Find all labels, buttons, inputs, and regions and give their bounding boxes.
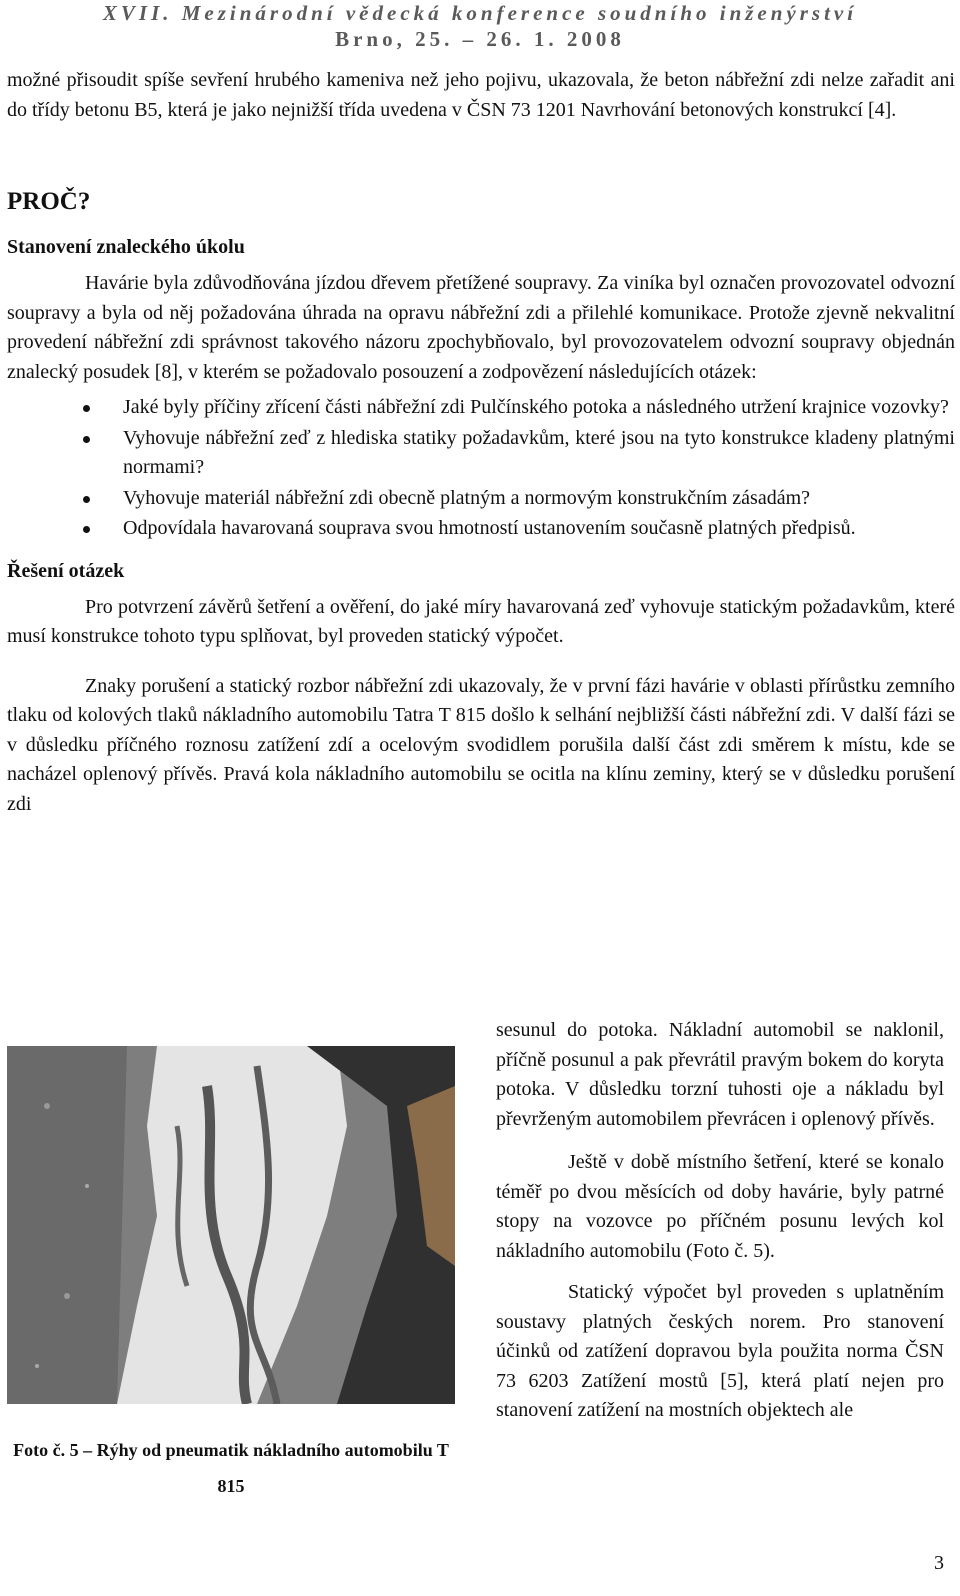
photo-tire-tracks (7, 1046, 455, 1404)
list-item: Vyhovuje materiál nábřežní zdi obecně platným a normovým konstrukčním zásadám? (7, 484, 955, 514)
task-paragraph: Havárie byla zdůvodňována jízdou dřevem přetížené soupravy. Za viníka byl označen provozovatel odvozní soupravy a byla od něj požadována úhrada na opravu nábřežní zdi a přilehlé komunikace. Protože zjevně nekvalitní provedení nábřežní zdi správnost takového názoru zpochybňovalo, byl provozovatelem odvozní soupravy objednán znalecký posudek [8], v kterém se požadovalo posouzení a zodpovězení následujících otázek: (7, 272, 955, 383)
right-column (496, 1016, 944, 1426)
calculation-paragraph: Statický výpočet byl proveden s uplatněním soustavy platných českých norem. Pro stanovení účinků od zatížení dopravou byla použita norma ČSN 73 6203 Zatížení mostů [5], která platí nejen pro stanovení zatížení na mostních objektech ale (496, 1281, 944, 1421)
subsection-title-1: Stanovení znaleckého úkolu (7, 236, 245, 258)
bullet-icon (83, 405, 90, 412)
solution-paragraph-1: Pro potvrzení závěrů šetření a ověření, do jaké míry havarovaná zeď vyhovuje statickým požadavkům, které musí konstrukce tohoto typu splňovat, byl proveden statický výpočet. (7, 595, 955, 647)
solution-paragraph-2: Znaky porušení a statický rozbor nábřežní zdi ukazovaly, že v první fázi havárie v oblasti přírůstku zemního tlaku od kolových tlaků nákladního automobilu Tatra T 815 došlo k selhání nejbližší části nábřežní zdi. V další fázi se v důsledku příčného roznosu zatížení zdí a ocelovým svodidlem porušila další část zdi směrem k místu, kde se nacházel oplenový přívěs. Pravá kola nákladního automobilu se ocitla na klínu zeminy, který se v důsledku porušení zdi (7, 674, 955, 815)
list-item: Odpovídala havarovaná souprava svou hmotností ustanovením současně platných předpisů. (7, 514, 955, 544)
list-item: Vyhovuje nábřežní zeď z hlediska statiky požadavkům, které jsou na tyto konstrukce kladeny platnými normami? (7, 424, 955, 483)
list-item: Jaké byly příčiny zřícení části nábřežní zdi Pulčínského potoka a následného utržení krajnice vozovky? (7, 393, 955, 423)
paragraph-continued: sesunul do potoka. Nákladní automobil se naklonil, příčně posunul a pak převrátil pravým bokem do koryta potoka. V důsledku torzní tuhosti oje a nákladu byl převrženým automobilem převrácen i oplenový přívěs. (496, 1019, 944, 1130)
bullet-icon (83, 496, 90, 503)
figure-caption: Foto č. 5 – Rýhy od pneumatik nákladního automobilu T 815 (13, 1440, 449, 1496)
bullet-icon (83, 436, 90, 443)
bullet-icon (83, 526, 90, 533)
header-line-2: Brno, 25. – 26. 1. 2008 (335, 27, 625, 51)
inspection-paragraph: Ještě v době místního šetření, které se konalo téměř po dvou měsících od doby havárie, byly patrné stopy na vozovce po příčném posunu levých kol nákladního automobilu (Foto č. 5). (496, 1151, 944, 1262)
intro-paragraph: možné přisoudit spíše sevření hrubého kameniva než jeho pojivu, ukazovala, že beton nábřežní zdi nelze zařadit ani do třídy betonu B5, která je jako nejnižší třída uvedena v ČSN 73 1201 Navrhování betonových konstrukcí [4]. (7, 69, 955, 121)
questions-list (7, 393, 955, 544)
page-number: 3 (934, 1552, 944, 1574)
photo-illustration (7, 1046, 455, 1404)
conference-header (0, 0, 960, 52)
subsection-title-2: Řešení otázek (7, 559, 125, 582)
header-line-1: XVII. Mezinárodní vědecká konference soudního inženýrství (102, 1, 858, 25)
section-title: PROČ? (7, 188, 91, 215)
main-content (7, 66, 955, 819)
